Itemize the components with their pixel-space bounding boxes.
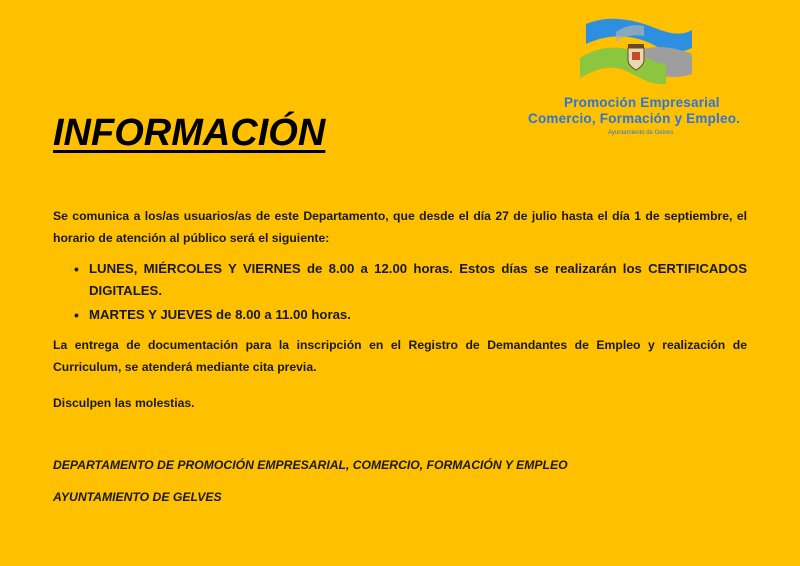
list-item [53,304,747,326]
list-item [53,258,747,302]
bullet-icon: • [74,261,79,277]
logo-waves-icon [580,14,695,94]
logo-subtitle: Comercio, Formación y Empleo. [528,111,741,126]
schedule-list [53,258,747,326]
intro-paragraph: Se comunica a los/as usuarios/as de este Departamento, que desde el día 27 de julio hasta el día 1 de septiembre, el horario de atención al público será el siguiente: [53,209,747,245]
department-logo [528,14,748,146]
schedule-item-text: MARTES Y JUEVES de 8.00 a 11.00 horas. [89,307,351,322]
signature-department: DEPARTAMENTO DE PROMOCIÓN EMPRESARIAL, COMERCIO, FORMACIÓN Y EMPLEO [53,458,568,472]
logo-caption: Ayuntamiento de Gelves [608,130,674,136]
logo-title: Promoción Empresarial [564,95,720,110]
bullet-icon: • [74,307,79,323]
coat-of-arms-icon [628,44,644,70]
documentation-paragraph: La entrega de documentación para la inscripción en el Registro de Demandantes de Empleo y realización de Curriculum, se atenderá mediante cita previa. [53,338,747,374]
page-title: INFORMACIÓN [53,112,326,154]
signature-council: AYUNTAMIENTO DE GELVES [53,490,222,504]
notice-body [53,205,747,518]
apology-paragraph: Disculpen las molestias. [53,396,195,410]
schedule-item-text: LUNES, MIÉRCOLES Y VIERNES de 8.00 a 12.00 horas. Estos días se realizarán los CERTIFICADOS DIGITALES. [89,261,747,298]
